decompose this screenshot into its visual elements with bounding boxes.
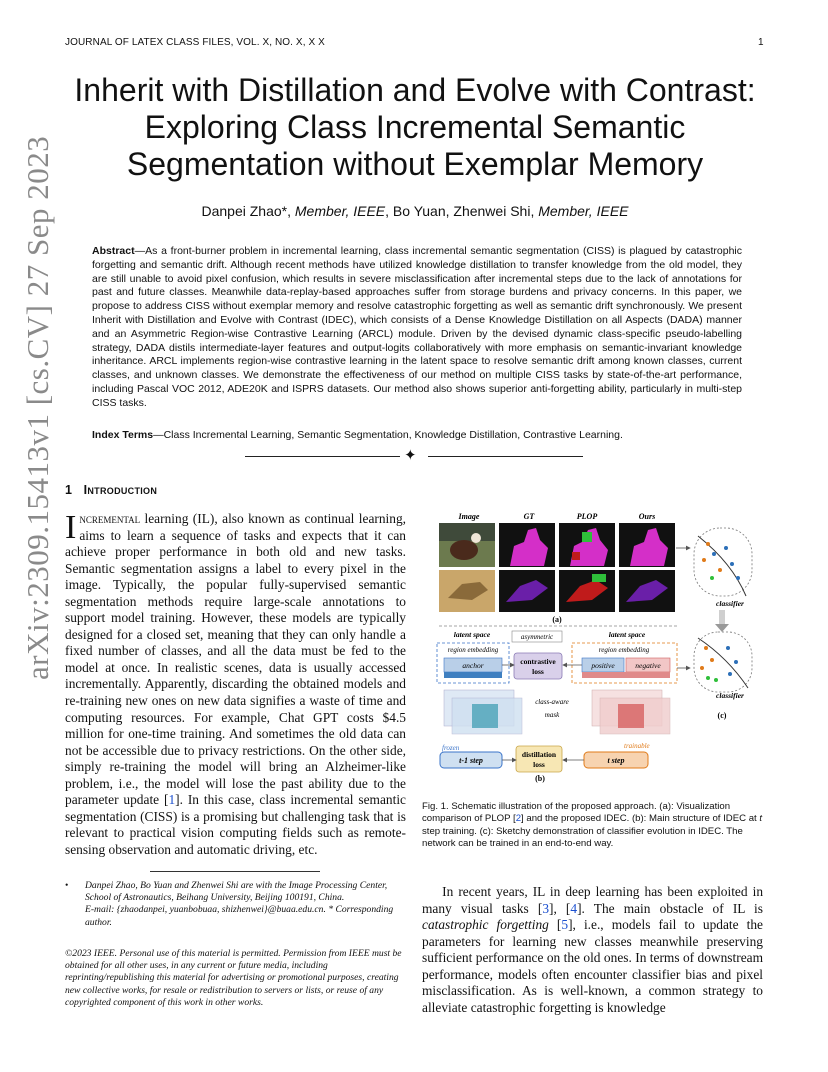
panel-label-c: (c) <box>717 711 727 720</box>
abstract <box>92 245 742 411</box>
footnote-affiliation <box>65 880 406 929</box>
title-line-1: Inherit with Distillation and Evolve with Contrast: <box>74 72 756 108</box>
classifier-label-bottom: classifier <box>716 691 744 700</box>
positive-label: positive <box>591 661 615 670</box>
class-aware-label-1: class-aware <box>535 698 569 706</box>
author-1-membership: Member, IEEE <box>294 203 386 219</box>
citation-link-2[interactable]: 2 <box>515 813 522 825</box>
caption-t: t <box>759 813 763 825</box>
figure-1 <box>432 508 762 808</box>
figure-caption <box>422 801 764 850</box>
right-text-4: [ <box>548 917 562 933</box>
authors-rest: , Bo Yuan, Zhenwei Shi, <box>385 203 539 219</box>
t-step-label: t step <box>607 756 625 765</box>
footnote-affiliation-text: Danpei Zhao, Bo Yuan and Zhenwei Shi are with the Image Processing Center, School of Astronautics, Beihang University, Beijing 100191, China. <box>85 880 388 904</box>
page-number: 1 <box>758 37 764 48</box>
negative-label: negative <box>635 661 661 670</box>
citation-link-3[interactable]: 3 <box>542 900 550 916</box>
arxiv-stamp: arXiv:2309.15413v1 [cs.CV] 27 Sep 2023 <box>20 135 55 680</box>
frozen-label: frozen <box>442 744 460 752</box>
author-4-membership: Member, IEEE <box>538 203 629 219</box>
distillation-label-1: distillation <box>521 750 557 759</box>
abstract-text: —As a front-burner problem in incremental learning, class incremental semantic segmentation (CISS) is plagued by catastrophic forgetting and semantic drift. Although recent methods have utilized knowledge distillation to transfer knowledge from the old model, they are still unable to avoid pixel confusion, which results in severe misclassification after incremental steps due to the lack of annotations for past and future classes. Meanwhile data-replay-based approaches suffer from storage burdens and privacy concerns. In this paper, we propose to address CISS without exemplar memory and resolve catastrophic forgetting as well as semantic drift synchronously. We present Inherit with Distillation and Evolve with Contrast (IDEC), which consists of a Dense Knowledge Distillation on all Aspects (DADA) manner and an Asymmetric Region-wise Contrastive Learning (ARCL) module. Driven by the devised dynamic class-specific pseudo-labelling strategy, DADA distils intermediate-layer features and output-logits collaboratively with more emphasis on semantic-invariant knowledge inheritance. ARCL implements region-wise contrastive learning in the latent space to resolve semantic drift among known classes, current classes, and unknown classes. We demonstrate the effectiveness of our method on multiple CISS tasks by state-of-the-art performance, including Pascal VOC 2012, ADE20K and ISPRS datasets. Our method also shows superior anti-forgetting ability, particularly in multi-step CISS tasks. <box>92 245 742 409</box>
caption-text-3: step training. (c): Sketchy demonstration of classifier evolution in IDEC. The network can be trained in an end-to-end way. <box>422 825 743 849</box>
panel-label-b: (b) <box>535 774 545 783</box>
dropcap-letter: I <box>65 509 77 546</box>
t-1-step-label: t-1 step <box>459 756 483 765</box>
asymmetric-label: asymmetric <box>520 633 554 641</box>
author-1: Danpei Zhao*, <box>201 203 295 219</box>
citation-link-4[interactable]: 4 <box>570 900 578 916</box>
class-aware-label-2: mask <box>544 711 560 719</box>
latent-space-right: latent space <box>608 630 646 639</box>
author-list <box>60 203 770 219</box>
col-header-plop: PLOP <box>576 512 598 521</box>
footnote-copyright: ©2023 IEEE. Personal use of this material is permitted. Permission from IEEE must be obtained for all other uses, in any current or future media, including reprinting/republishing this material for advertising or promotional purposes, creating new collective works, for resale or redistribution to servers or lists, or reuse of any copyrighted component of this work in other works. <box>65 948 402 1008</box>
title-line-3: Segmentation without Exemplar Memory <box>126 146 704 182</box>
section-number: 1 <box>65 483 73 497</box>
separator-diamond-icon: ✦ <box>404 448 417 464</box>
separator-rule-right <box>428 456 583 457</box>
separator-rule-left <box>245 456 400 457</box>
index-terms-label: Index Terms <box>92 429 154 441</box>
image-horse-gt <box>499 523 555 567</box>
running-header: JOURNAL OF LATEX CLASS FILES, VOL. X, NO. X, X X <box>65 37 325 48</box>
image-dog-ours <box>619 570 675 612</box>
col-header-gt: GT <box>523 512 535 521</box>
citation-link-1[interactable]: 1 <box>168 792 176 808</box>
intro-smallcaps: ncremental <box>79 511 141 526</box>
col-header-ours: Ours <box>638 512 656 521</box>
intro-paragraph <box>65 511 406 858</box>
title-line-2: Exploring Class Incremental Semantic <box>144 109 686 145</box>
image-horse-plop <box>559 523 615 567</box>
feature-stack-left <box>444 690 522 734</box>
footnote-rule <box>150 871 320 872</box>
footnote-bullet-icon: • <box>65 880 69 891</box>
image-horse-ours <box>619 523 675 567</box>
image-dog-gt <box>499 570 555 612</box>
trainable-label: trainable <box>624 742 650 750</box>
footnote-email-text: E-mail: {zhaodanpei, yuanbobuaa, shizhenwei}@buaa.edu.cn. * Corresponding author. <box>85 904 394 928</box>
image-horse-photo <box>439 523 495 567</box>
citation-link-5[interactable]: 5 <box>561 917 569 933</box>
section-title: Introduction <box>83 483 158 497</box>
paper-title <box>60 72 770 183</box>
anchor-label: anchor <box>462 661 484 670</box>
right-text-5: ], i.e., models fail to update the parameters for learning new classes meanwhile preserving sufficient performance on the old ones. In terms of downstream performance, models often encounter classifier bias and pixel misclassification. As is well-known, a common strategy to alleviate catastrophic forgetting is knowledge <box>422 917 763 1015</box>
right-text-2: ], [ <box>549 900 571 916</box>
region-embedding-left: region embedding <box>447 646 499 654</box>
index-terms <box>92 429 742 441</box>
panel-label-a: (a) <box>552 615 562 624</box>
right-emphasis: catastrophic forgetting <box>422 917 549 933</box>
abstract-label: Abstract <box>92 245 135 257</box>
feature-stack-right <box>592 690 670 734</box>
intro-text-1: learning (IL), also known as continual learning, aims to learn a sequence of tasks and expects that it can achieve proper performance in both old and new tasks. Semantic segmentation assigns a label to every pixel in the image. Typically, the popular fully-supervised semantic segmentation methods require large-scale annotations to support model training. However, these models are typically designed for a closed set, meaning that they can only handle a fixed number of classes, and all the data must be fed to the model at once. In realistic scenes, data is usually accessed incrementally. Apparently, discarding the obtained models and re-training new ones on new data signifies a waste of time and computing resources. For example, Chat GPT costs $4.5 million for one-time training. And sometimes the old data can not be accessible due to privacy restrictions. On the other side, simply re-training the model will bring an Alzheimer-like problem, i.e., the model will lose the past ability due to the parameter update [ <box>65 511 406 808</box>
right-text-1: In recent years, IL in deep learning has been exploited in many visual tasks [ <box>422 884 764 916</box>
right-text-3: ]. The main obstacle of IL is <box>577 900 763 916</box>
latent-space-left: latent space <box>453 630 491 639</box>
section-heading <box>65 483 157 497</box>
distillation-label-2: loss <box>533 760 545 769</box>
image-dog-photo <box>439 570 495 612</box>
right-paragraph <box>422 884 763 1016</box>
caption-text-2: ] and the proposed IDEC. (b): Main structure of IDEC at <box>521 813 760 825</box>
classifier-label-top: classifier <box>716 599 744 608</box>
index-terms-text: —Class Incremental Learning, Semantic Segmentation, Knowledge Distillation, Contrastive Learning. <box>153 429 623 441</box>
classifier-sketch-top <box>694 528 752 596</box>
intro-text-2: ]. In this case, class incremental semantic segmentation (CISS) is a promising but challenging task that is relevant to practical vision computing fields such as remote-sensing observation and automatic driving, etc. <box>65 792 406 857</box>
classifier-sketch-bottom <box>694 632 752 692</box>
contrastive-label-1: contrastive <box>520 657 556 666</box>
contrastive-label-2: loss <box>532 667 544 676</box>
image-dog-plop <box>559 570 615 612</box>
col-header-image: Image <box>458 512 480 521</box>
caption-text-1: Fig. 1. Schematic illustration of the proposed approach. (a): Visualization comparison of PLOP [ <box>422 801 731 825</box>
region-embedding-right: region embedding <box>598 646 650 654</box>
